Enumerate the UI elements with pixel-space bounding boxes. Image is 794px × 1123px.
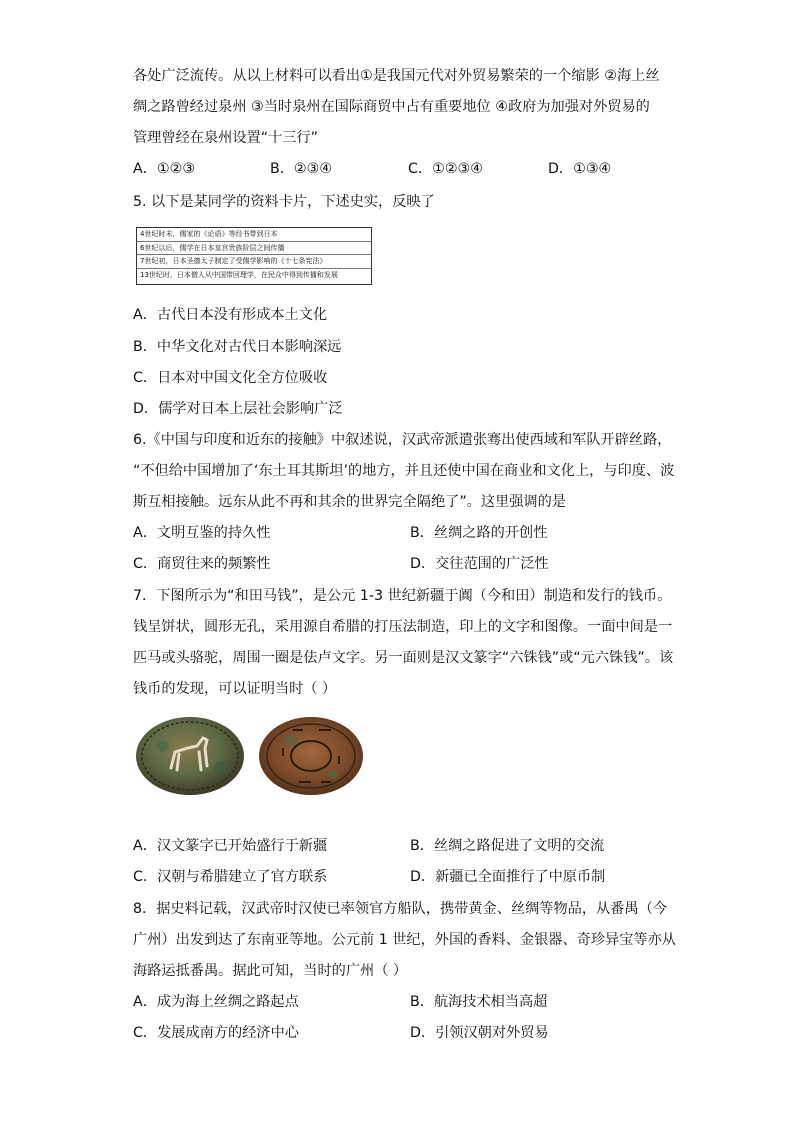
q7-line-2: 钱呈饼状，圆形无孔，采用源自希腊的打压法制造，印上的文字和图像。一面中间是一 (133, 619, 673, 635)
q8-option-d[interactable]: D．引领汉朝对外贸易 (410, 1025, 549, 1041)
q5-option-a[interactable]: A．古代日本没有形成本土文化 (133, 307, 328, 323)
q8-line-1: 8．据史料记载，汉武帝时汉使已率领官方船队，携带黄金、丝绸等物品，从番禺（今 (133, 901, 667, 917)
q6-option-d[interactable]: D．交往范围的广泛性 (410, 556, 549, 572)
card-row-4: 13世纪时，日本僧人从中国带回理学，在民众中得到传播和发展 (140, 270, 338, 279)
q4-option-b[interactable]: B．②③④ (270, 161, 333, 177)
q5-option-d[interactable]: D．儒学对日本上层社会影响广泛 (133, 401, 343, 417)
q8-option-a[interactable]: A．成为海上丝绸之路起点 (133, 994, 299, 1010)
horse-coin (136, 717, 244, 795)
q5-material-card (136, 227, 372, 285)
card-row-2: 6世纪以后，儒学在日本皇宫贵族阶层之间传播 (137, 242, 371, 256)
hetian-coins-image (133, 716, 368, 796)
q8-option-c[interactable]: C．发展成南方的经济中心 (133, 1025, 299, 1041)
q7-option-c[interactable]: C．汉朝与希腊建立了官方联系 (133, 869, 328, 885)
q5-stem: 5. 以下是某同学的资料卡片，下述史实，反映了 (133, 194, 435, 210)
q4-option-c[interactable]: C．①②③④ (408, 161, 483, 177)
intro-line-3: 管理曾经在泉州设置“十三行” (133, 130, 318, 146)
chinese-script-coin (259, 717, 363, 795)
q5-option-c[interactable]: C．日本对中国文化全方位吸收 (133, 370, 328, 386)
q7-line-3: 匹马或头骆驼，周围一圈是佉卢文字。另一面则是汉文篆字“六铢钱”或“元六铢钱”。该 (133, 650, 674, 666)
q7-option-d[interactable]: D．新疆已全面推行了中原币制 (410, 869, 606, 885)
q6-option-a[interactable]: A．文明互鉴的持久性 (133, 525, 271, 541)
q4-option-a[interactable]: A．①②③ (133, 161, 196, 177)
intro-line-2: 绸之路曾经过泉州 ③当时泉州在国际商贸中占有重要地位 ④政府为加强对外贸易的 (133, 99, 650, 115)
card-row-3: 7世纪初，日本圣德太子制定了受儒学影响的《十七条宪法》 (137, 255, 371, 269)
q8-option-b[interactable]: B．航海技术相当高超 (410, 994, 548, 1010)
q6-option-b[interactable]: B．丝绸之路的开创性 (410, 525, 548, 541)
intro-line-1: 各处广泛流传。从以上材料可以看出①是我国元代对外贸易繁荣的一个缩影 ②海上丝 (133, 68, 660, 84)
card-row-1: 4世纪时末，儒家的《论语》等经书带到日本 (137, 228, 371, 242)
q6-line-3: 斯互相接触。远东从此不再和其余的世界完全隔绝了”。这里强调的是 (133, 494, 566, 510)
q7-line-1: 7．下图所示为“和田马钱”，是公元 1-3 世纪新疆于阗（今和田）制造和发行的钱币。 (133, 588, 672, 604)
q4-option-d[interactable]: D．①③④ (548, 161, 612, 177)
q7-option-b[interactable]: B．丝绸之路促进了文明的交流 (410, 838, 605, 854)
q5-option-b[interactable]: B．中华文化对古代日本影响深远 (133, 339, 342, 355)
q6-option-c[interactable]: C．商贸往来的频繁性 (133, 556, 271, 572)
q7-option-a[interactable]: A．汉文篆字已开始盛行于新疆 (133, 838, 328, 854)
q6-line-2: “不但给中国增加了‘东土耳其斯坦’的地方，并且还使中国在商业和文化上，与印度、波 (133, 463, 675, 479)
q6-line-1: 6.《中国与印度和近东的接触》中叙述说，汉武帝派遣张骞出使西域和军队开辟丝路， (133, 432, 672, 448)
q8-line-2: 广州）出发到达了东南亚等地。公元前 1 世纪，外国的香料、金银器、奇珍异宝等亦从 (133, 932, 676, 948)
q8-line-3: 海路运抵番禺。据此可知，当时的广州（ ） (133, 963, 408, 979)
q7-line-4: 钱币的发现，可以证明当时（ ） (133, 681, 337, 697)
